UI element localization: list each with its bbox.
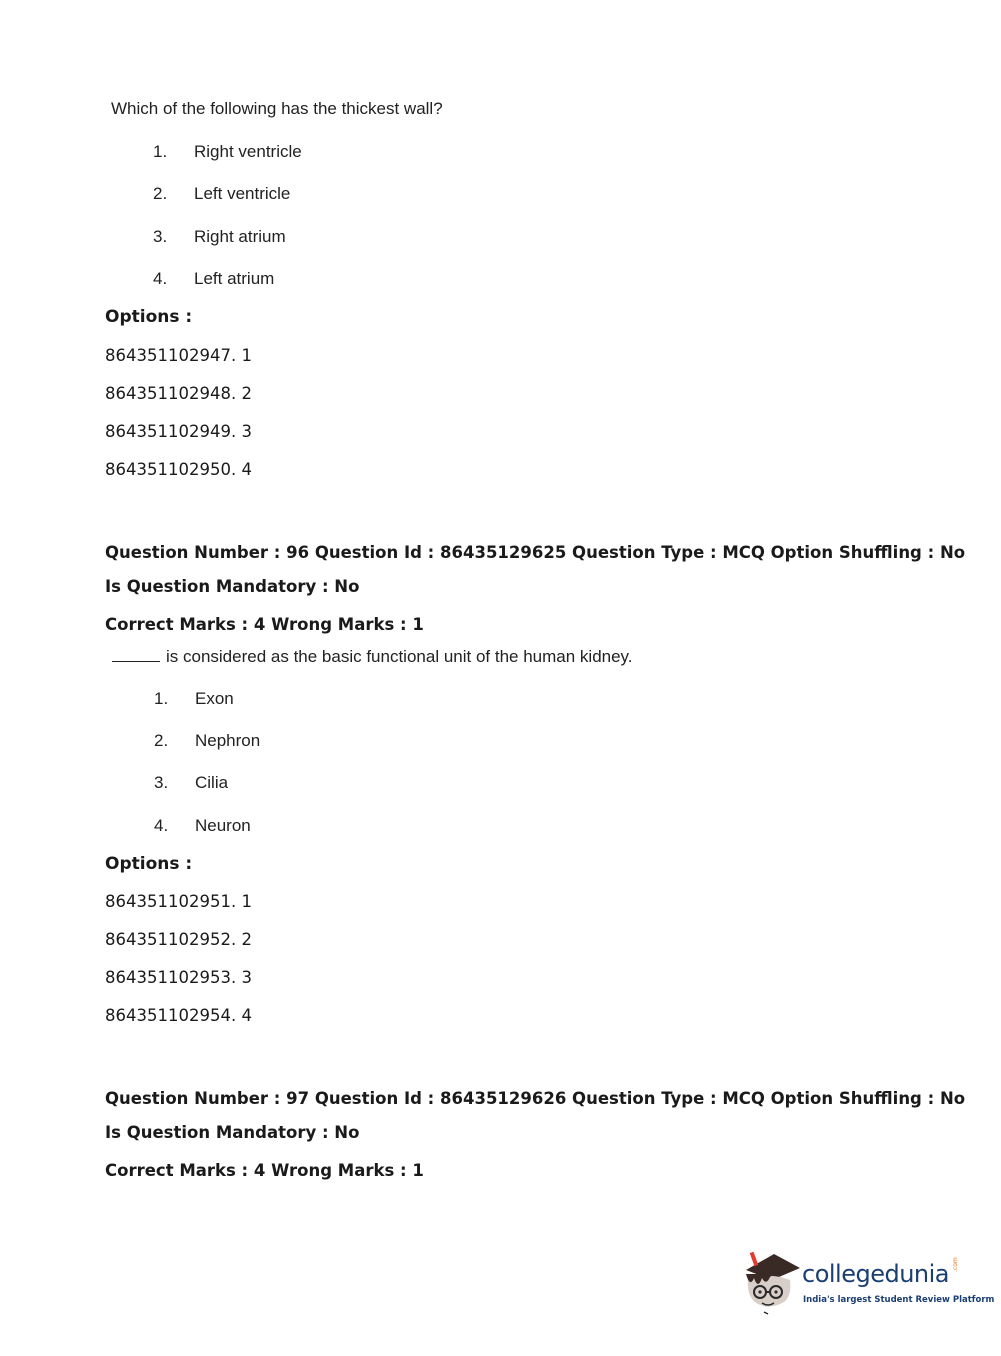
choice-number: 1. (153, 142, 168, 161)
choice-label: Left ventricle (194, 184, 291, 203)
choice-item (153, 227, 286, 247)
option-id: 864351102953. 3 (105, 968, 252, 987)
mascot-icon (740, 1248, 802, 1318)
option-id: 864351102948. 2 (105, 384, 252, 403)
choice-item (153, 269, 274, 289)
question-mandatory: Is Question Mandatory : No (105, 577, 360, 596)
choice-item (154, 689, 234, 709)
choice-label: Nephron (195, 731, 261, 750)
question-text (112, 647, 633, 667)
choice-item (154, 816, 251, 836)
choice-number: 4. (153, 269, 168, 288)
question-text-body: is considered as the basic functional unit of the human kidney. (166, 647, 633, 666)
question-header: Question Number : 97 Question Id : 86435129626 Question Type : MCQ Option Shuffling : No (105, 1089, 966, 1108)
choice-label: Neuron (195, 816, 251, 835)
choice-label: Right ventricle (194, 142, 302, 161)
collegedunia-logo (740, 1248, 995, 1318)
choice-number: 2. (154, 731, 169, 750)
question-text: Which of the following has the thickest wall? (111, 99, 443, 118)
logo-wordmark: collegedunia (802, 1260, 950, 1288)
question-header: Question Number : 96 Question Id : 86435129625 Question Type : MCQ Option Shuffling : No (105, 543, 966, 562)
option-id: 864351102954. 4 (105, 1006, 252, 1025)
logo-tagline: India's largest Student Review Platform (803, 1295, 995, 1305)
fill-blank (112, 661, 160, 662)
question-marks: Correct Marks : 4 Wrong Marks : 1 (105, 615, 424, 634)
choice-item (154, 773, 228, 793)
options-heading: Options : (105, 307, 193, 327)
choice-number: 3. (154, 773, 169, 792)
option-id: 864351102950. 4 (105, 460, 252, 479)
choice-label: Left atrium (194, 269, 275, 288)
question-mandatory: Is Question Mandatory : No (105, 1123, 360, 1142)
option-id: 864351102952. 2 (105, 930, 252, 949)
options-heading: Options : (105, 854, 193, 874)
choice-item (153, 184, 290, 204)
option-id: 864351102951. 1 (105, 892, 252, 911)
choice-number: 4. (154, 816, 169, 835)
option-id: 864351102949. 3 (105, 422, 252, 441)
choice-item (153, 142, 302, 162)
choice-label: Cilia (195, 773, 229, 792)
choice-number: 3. (153, 227, 168, 246)
choice-number: 2. (153, 184, 168, 203)
choice-item (154, 731, 260, 751)
choice-label: Exon (195, 689, 234, 708)
choice-label: Right atrium (194, 227, 286, 246)
question-marks: Correct Marks : 4 Wrong Marks : 1 (105, 1161, 424, 1180)
choice-number: 1. (154, 689, 169, 708)
option-id: 864351102947. 1 (105, 346, 252, 365)
logo-domain-suffix: .com (952, 1257, 959, 1272)
